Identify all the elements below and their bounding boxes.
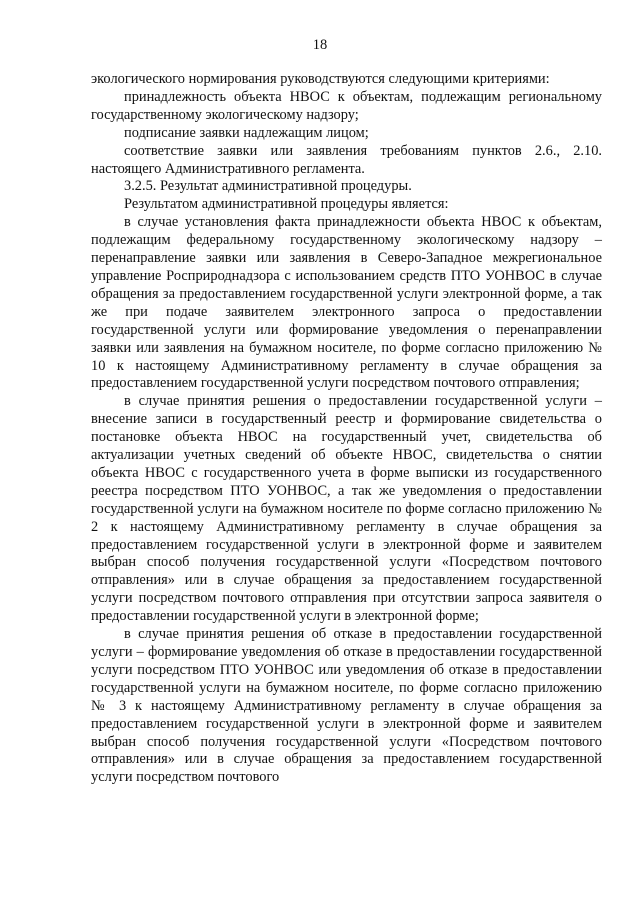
paragraph-criteria-intro: экологического нормирования руководствуются следующими критериями: bbox=[91, 71, 550, 87]
paragraph-result-granted: в случае принятия решения о предоставлении государственной услуги – внесение записи в государственный реестр и формирование свидетельства о постановке объекта НВОС на государственный учет, свидетельства об актуализации учетных сведений об объекте НВОС, свидетельства о снятии объекта НВОС с государственного учета в форме выписки из государственного реестра посредством ПТО УОНВОС, а так же уведомления о предоставлении государственной услуги на бумажном носителе по форме согласно приложению № 2 к настоящему Административному регламенту в случае обращения за предоставлением государственной услуги в электронной форме и заявителем выбран способ получения государственной услуги «Посредством почтового отправления» или в случае обращения за предоставлением государственной услуги посредством почтового отправления при отсутствии запроса заявителя о предоставлении государственной услуги в электронной форме; bbox=[91, 393, 602, 625]
section-heading-3-2-5: 3.2.5. Результат административной процедуры. bbox=[124, 178, 412, 195]
document-body bbox=[91, 71, 602, 787]
paragraph-result-federal: в случае установления факта принадлежности объекта НВОС к объектам, подлежащим федеральному государственному экологическому надзору – перенаправление заявки или заявления в Северо-Западное межрегиональное управление Росприроднадзора с использованием средств ПТО УОНВОС в случае обращения за предоставлением государственной услуги электронной форме, а так же при подаче заявителем электронного запроса о предоставлении государственной услуги или формирование уведомления о перенаправлении заявки или заявления на бумажном носителе, по форме согласно приложению № 10 к настоящему Административному регламенту в случае обращения за предоставлением государственной услуги посредством почтового отправления; bbox=[91, 214, 602, 392]
paragraph-result-intro: Результатом административной процедуры является: bbox=[124, 196, 449, 213]
paragraph-criterion-signature: подписание заявки надлежащим лицом; bbox=[124, 124, 369, 141]
paragraph-criterion-regional: принадлежность объекта НВОС к объектам, подлежащим региональному государственному экологическому надзору; bbox=[91, 88, 602, 123]
paragraph-result-refusal: в случае принятия решения об отказе в предоставлении государственной услуги – формирование уведомления об отказе в предоставлении государственной услуги посредством ПТО УОНВОС или уведомления об отказе в предоставлении государственной услуги на бумажном носителе, по форме согласно приложению № 3 к настоящему Административному регламенту в случае обращения за предоставлением государственной услуги в электронной форме и заявителем выбран способ получения государственной услуги «Посредством почтового отправления» или в случае обращения за предоставлением государственной услуги посредством почтового bbox=[91, 626, 602, 786]
paragraph-criterion-compliance: соответствие заявки или заявления требованиям пунктов 2.6., 2.10. настоящего Административного регламента. bbox=[91, 142, 602, 177]
page-number: 18 bbox=[312, 37, 328, 53]
